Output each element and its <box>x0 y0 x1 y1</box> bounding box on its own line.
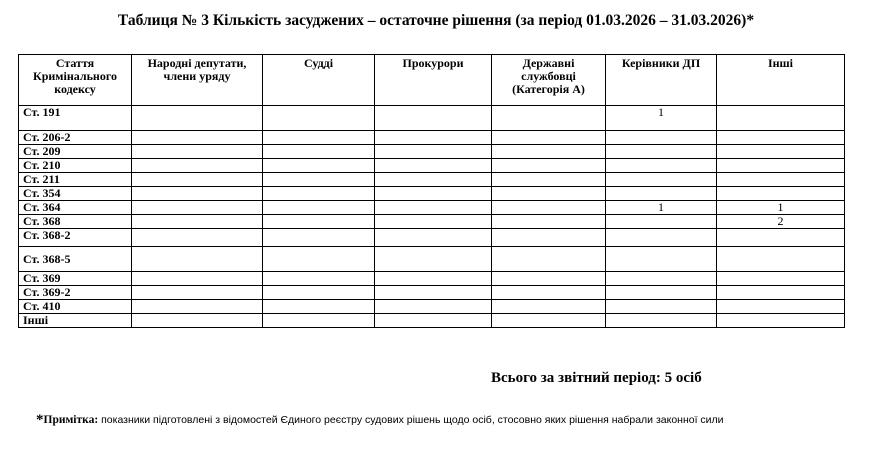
article-cell: Ст. 211 <box>19 173 132 187</box>
table-cell <box>375 314 492 328</box>
table-cell <box>132 173 263 187</box>
table-cell <box>717 229 845 247</box>
convictions-table <box>18 54 845 328</box>
table-cell <box>132 187 263 201</box>
table-cell <box>492 286 606 300</box>
table-row <box>19 106 845 131</box>
table-cell: 2 <box>717 215 845 229</box>
footnote-text: показники підготовлені з відомостей Єдиного реєстру судових рішень щодо осіб, стосовно яких рішення набрали законної сили <box>98 414 724 426</box>
table-cell <box>263 215 375 229</box>
table-cell <box>492 173 606 187</box>
table-cell <box>263 159 375 173</box>
table-cell <box>132 300 263 314</box>
table-cell <box>375 173 492 187</box>
table-row <box>19 286 845 300</box>
article-cell: Ст. 368-5 <box>19 247 132 272</box>
table-row <box>19 173 845 187</box>
table-row <box>19 201 845 215</box>
article-cell: Ст. 368-2 <box>19 229 132 247</box>
table-cell <box>717 173 845 187</box>
table-cell <box>492 247 606 272</box>
table-cell <box>606 173 717 187</box>
table-cell <box>606 215 717 229</box>
table-cell <box>132 131 263 145</box>
table-row <box>19 215 845 229</box>
article-cell: Ст. 369-2 <box>19 286 132 300</box>
table-cell <box>606 131 717 145</box>
table-cell <box>132 272 263 286</box>
table-cell <box>492 131 606 145</box>
table-cell <box>606 229 717 247</box>
table-cell <box>606 145 717 159</box>
table-cell <box>492 106 606 131</box>
table-cell <box>375 247 492 272</box>
table-cell: 1 <box>606 201 717 215</box>
table-cell <box>132 215 263 229</box>
table-cell <box>132 314 263 328</box>
table-row <box>19 145 845 159</box>
header-judges: Судді <box>263 55 375 106</box>
table-cell <box>375 145 492 159</box>
table-cell <box>606 187 717 201</box>
table-cell <box>375 215 492 229</box>
table-cell <box>492 215 606 229</box>
article-cell: Ст. 206-2 <box>19 131 132 145</box>
article-cell: Інші <box>19 314 132 328</box>
table-cell <box>492 300 606 314</box>
header-civil-servants: Державні службовці (Категорія А) <box>492 55 606 106</box>
total-summary: Всього за звітний період: 5 осіб <box>491 370 702 386</box>
table-cell <box>606 272 717 286</box>
table-row <box>19 159 845 173</box>
table-cell <box>132 159 263 173</box>
table-cell <box>375 272 492 286</box>
table-cell <box>132 286 263 300</box>
table-cell <box>375 229 492 247</box>
table-cell <box>263 106 375 131</box>
table-cell <box>132 145 263 159</box>
table-row <box>19 247 845 272</box>
table-cell <box>375 106 492 131</box>
table-cell <box>132 201 263 215</box>
table-cell <box>606 300 717 314</box>
table-cell <box>492 159 606 173</box>
article-cell: Ст. 209 <box>19 145 132 159</box>
article-cell: Ст. 354 <box>19 187 132 201</box>
header-deputies: Народні депутати, члени уряду <box>132 55 263 106</box>
article-cell: Ст. 369 <box>19 272 132 286</box>
table-cell <box>717 300 845 314</box>
table-cell <box>717 159 845 173</box>
table-cell <box>606 314 717 328</box>
table-cell <box>375 201 492 215</box>
article-cell: Ст. 368 <box>19 215 132 229</box>
table-header-row <box>19 55 845 106</box>
article-cell: Ст. 364 <box>19 201 132 215</box>
table-cell <box>263 201 375 215</box>
table-cell <box>263 131 375 145</box>
table-cell <box>263 286 375 300</box>
table-cell <box>606 159 717 173</box>
page-title: Таблиця № 3 Кількість засуджених – остаточне рішення (за період 01.03.2026 – 31.03.2026)* <box>117 12 755 29</box>
table-cell <box>717 187 845 201</box>
table-row <box>19 187 845 201</box>
table-cell <box>717 286 845 300</box>
table-cell <box>263 187 375 201</box>
table-cell <box>492 187 606 201</box>
table-cell <box>492 314 606 328</box>
table-cell: 1 <box>717 201 845 215</box>
table-cell <box>263 173 375 187</box>
table-row <box>19 131 845 145</box>
table-cell <box>717 145 845 159</box>
header-prosecutors: Прокурори <box>375 55 492 106</box>
table-cell <box>375 300 492 314</box>
table-cell <box>263 300 375 314</box>
table-cell <box>375 131 492 145</box>
table-cell <box>717 131 845 145</box>
table-cell <box>492 201 606 215</box>
table-cell <box>492 272 606 286</box>
table-row <box>19 300 845 314</box>
table-cell <box>263 314 375 328</box>
table-cell <box>375 159 492 173</box>
table-cell <box>132 247 263 272</box>
footnote-label: Примітка: <box>43 414 99 426</box>
table-cell <box>717 247 845 272</box>
header-article: Стаття Кримінального кодексу <box>19 55 132 106</box>
footnote <box>36 412 724 429</box>
table-cell <box>717 314 845 328</box>
table-cell <box>263 145 375 159</box>
article-cell: Ст. 410 <box>19 300 132 314</box>
article-cell: Ст. 191 <box>19 106 132 131</box>
table-cell <box>375 187 492 201</box>
table-row <box>19 272 845 286</box>
table-cell <box>132 106 263 131</box>
table-cell: 1 <box>606 106 717 131</box>
table-cell <box>375 286 492 300</box>
table-cell <box>492 229 606 247</box>
table-cell <box>263 229 375 247</box>
table-cell <box>717 106 845 131</box>
footnote-marker: * <box>36 412 44 428</box>
table-row <box>19 314 845 328</box>
article-cell: Ст. 210 <box>19 159 132 173</box>
table-cell <box>263 272 375 286</box>
table-cell <box>132 229 263 247</box>
header-soe-heads: Керівники ДП <box>606 55 717 106</box>
table-cell <box>606 247 717 272</box>
table-cell <box>606 286 717 300</box>
table-cell <box>263 247 375 272</box>
table-cell <box>492 145 606 159</box>
table-cell <box>717 272 845 286</box>
header-others: Інші <box>717 55 845 106</box>
table-row <box>19 229 845 247</box>
